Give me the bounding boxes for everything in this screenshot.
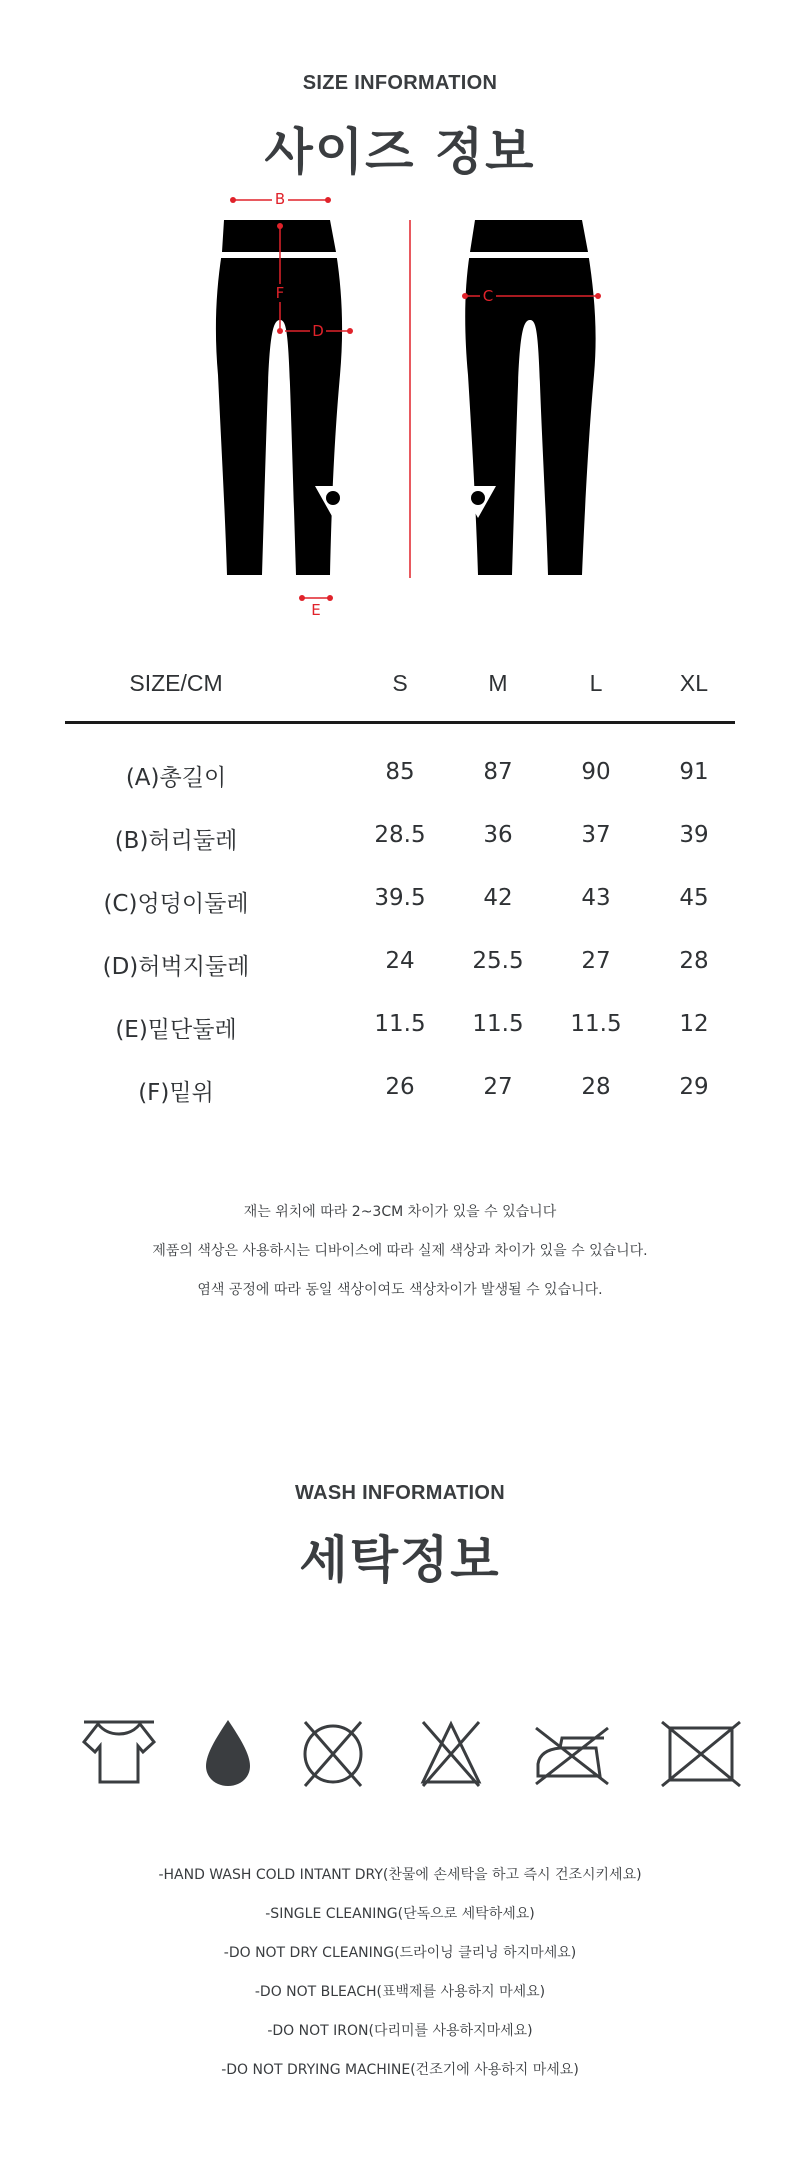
cell-m: 87	[483, 759, 513, 785]
wash-instruction: -SINGLE CLEANING(단독으로 세탁하세요)	[265, 1906, 535, 1922]
no-bleach-icon	[423, 1722, 479, 1786]
row-label: (F)밑위	[138, 1080, 214, 1106]
cell-xl: 45	[679, 885, 709, 911]
cell-s: 39.5	[374, 885, 426, 911]
cell-s: 26	[385, 1074, 415, 1100]
measurement-note: 재는 위치에 따라 2~3CM 차이가 있을 수 있습니다	[243, 1204, 557, 1220]
size-title: 사이즈 정보	[264, 123, 536, 181]
dye-note: 염색 공정에 따라 동일 색상이여도 색상차이가 발생될 수 있습니다.	[197, 1282, 603, 1298]
table-row	[65, 743, 735, 807]
cell-m: 27	[483, 1074, 513, 1100]
table-row	[65, 932, 735, 996]
size-subtitle: SIZE INFORMATION	[302, 72, 498, 94]
row-label: (C)엉덩이둘레	[103, 891, 249, 917]
hand-wash-shirt-icon	[84, 1722, 154, 1782]
cell-s: 28.5	[374, 822, 426, 848]
cell-xl: 12	[679, 1011, 709, 1037]
header-s: S	[392, 670, 408, 696]
cell-s: 85	[385, 759, 415, 785]
table-row	[65, 995, 735, 1059]
wash-instruction: -DO NOT BLEACH(표백제를 사용하지 마세요)	[254, 1984, 546, 2000]
front-leggings-illustration	[216, 220, 351, 575]
table-row	[65, 806, 735, 870]
cell-s: 11.5	[374, 1011, 426, 1037]
wash-instruction: -DO NOT DRYING MACHINE(건조기에 사용하지 마세요)	[221, 2062, 579, 2078]
marker-d-label: D	[312, 322, 324, 340]
water-drop-icon	[206, 1720, 250, 1786]
cell-l: 90	[581, 759, 611, 785]
back-leggings-illustration	[460, 220, 596, 575]
wash-title: 세탁정보	[299, 1531, 501, 1589]
header-size-cm: SIZE/CM	[129, 670, 223, 696]
wash-instruction: -HAND WASH COLD INTANT DRY(찬물에 손세탁을 하고 즉시 건조시키세요)	[158, 1867, 642, 1883]
wash-instruction: -DO NOT IRON(다리미를 사용하지마세요)	[267, 2023, 533, 2039]
marker-f-label: F	[275, 284, 285, 302]
cell-m: 11.5	[472, 1011, 524, 1037]
wash-instruction: -DO NOT DRY CLEANING(드라이닝 클리닝 하지마세요)	[223, 1945, 577, 1961]
cell-m: 25.5	[472, 948, 524, 974]
row-label: (A)총길이	[125, 765, 227, 791]
row-label: (D)허벅지둘레	[102, 954, 250, 980]
header-xl: XL	[679, 670, 709, 696]
header-l: L	[589, 670, 603, 696]
no-dry-clean-icon	[305, 1722, 361, 1786]
size-table-header	[65, 650, 735, 722]
cell-l: 27	[581, 948, 611, 974]
cell-l: 43	[581, 885, 611, 911]
wash-icons-row	[0, 1712, 800, 1792]
cell-xl: 29	[679, 1074, 709, 1100]
marker-b-label: B	[274, 190, 286, 208]
table-row	[65, 869, 735, 933]
cell-xl: 39	[679, 822, 709, 848]
cell-l: 37	[581, 822, 611, 848]
marker-e-label: E	[311, 601, 321, 619]
cell-l: 28	[581, 1074, 611, 1100]
no-iron-icon	[536, 1728, 608, 1784]
table-header-rule	[65, 721, 735, 724]
cell-l: 11.5	[570, 1011, 622, 1037]
cell-m: 36	[483, 822, 513, 848]
no-tumble-dry-icon	[662, 1722, 740, 1786]
wash-subtitle: WASH INFORMATION	[295, 1482, 505, 1504]
cell-s: 24	[385, 948, 415, 974]
header-m: M	[488, 670, 508, 696]
cell-xl: 91	[679, 759, 709, 785]
color-note: 제품의 색상은 사용하시는 디바이스에 따라 실제 색상과 차이가 있을 수 있습니다.	[152, 1243, 648, 1259]
table-row	[65, 1058, 735, 1122]
row-label: (E)밑단둘레	[115, 1017, 237, 1043]
size-table	[65, 650, 735, 722]
row-label: (B)허리둘레	[114, 828, 238, 854]
marker-c-label: C	[482, 287, 494, 305]
cell-m: 42	[483, 885, 513, 911]
leggings-diagram	[0, 180, 800, 630]
cell-xl: 28	[679, 948, 709, 974]
